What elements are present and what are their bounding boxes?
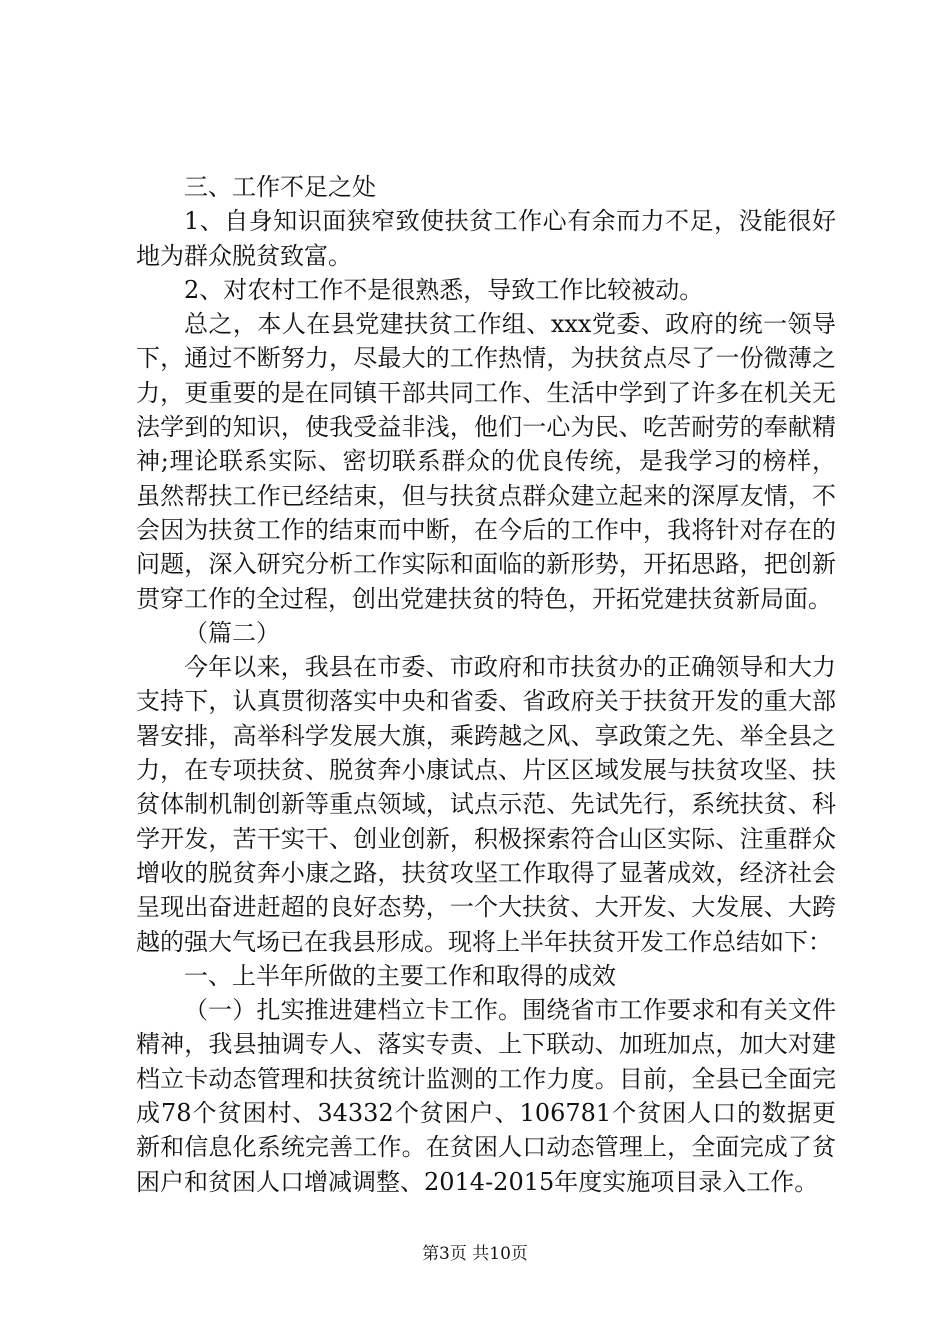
part-two-heading: （篇二） xyxy=(184,618,280,647)
section-heading-achievements: 一、上半年所做的主要工作和取得的成效 xyxy=(184,961,616,990)
paragraph-intro: 今年以来，我县在市委、市政府和市扶贫办的正确领导和大力支持下，认真贯彻落实中央和省委、省政府关于扶贫开发的重大部署安排，高举科学发展大旗，乘跨越之风、享政策之先、举全县之力，在专项扶贫、脱贫奔小康试点、片区区域发展与扶贫攻坚、扶贫体制机制创新等重点领域，试点示范、先试先行，系统扶贫、科学开发，苦干实干、创业创新，积极探索符合山区实际、注重群众增收的脱贫奔小康之路，扶贫攻坚工作取得了显著成效，经济社会呈现出奋进赶超的良好态势，一个大扶贫、大开发、大发展、大跨越的强大气场已在我县形成。现将上半年扶贫开发工作总结如下： xyxy=(136,653,836,956)
paragraph-item-1: 1、自身知识面狭窄致使扶贫工作心有余而力不足，没能很好地为群众脱贫致富。 xyxy=(136,207,836,270)
paragraph-item-2: 2、对农村工作不是很熟悉，导致工作比较被动。 xyxy=(184,275,704,304)
document-body xyxy=(136,170,836,1199)
section-heading-shortcomings: 三、工作不足之处 xyxy=(184,173,376,201)
paragraph-summary: 总之，本人在县党建扶贫工作组、xxx党委、政府的统一领导下，通过不断努力，尽最大的工作热情，为扶贫点尽了一份微薄之力，更重要的是在同镇干部共同工作、生活中学到了许多在机关无法学到的知识，使我受益非浅，他们一心为民、吃苦耐劳的奉献精神;理论联系实际、密切联系群众的优良传统，是我学习的榜样，虽然帮扶工作已经结束，但与扶贫点群众建立起来的深厚友情，不会因为扶贫工作的结束而中断，在今后的工作中，我将针对存在的问题，深入研究分析工作实际和面临的新形势，开拓思路，把创新贯穿工作的全过程，创出党建扶贫的特色，开拓党建扶贫新局面。 xyxy=(136,310,836,613)
paragraph-registration-work: （一）扎实推进建档立卡工作。围绕省市工作要求和有关文件精神，我县抽调专人、落实专责、上下联动、加班加点，加大对建档立卡动态管理和扶贫统计监测的工作力度。目前，全县已全面完成78个贫困村、34332个贫困户、106781个贫困人口的数据更新和信息化系统完善工作。在贫困人口动态管理上，全面完成了贫困户和贫困人口增减调整、2014-2015年度实施项目录入工作。 xyxy=(136,996,836,1196)
page-number-footer: 第3页 共10页 xyxy=(422,1244,528,1264)
